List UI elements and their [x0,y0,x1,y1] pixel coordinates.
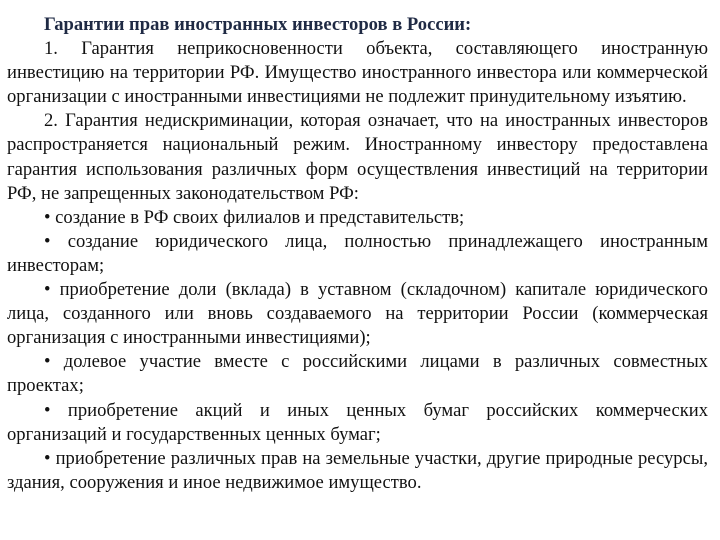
list-item [7,399,708,447]
list-item [7,350,708,398]
list-item-text: долевое участие вместе с российскими лицами в различных совместных проектах; [7,351,708,397]
bullet-icon: • [44,351,51,373]
list-item-text: создание юридического лица, полностью принадлежащего иностранным инвесторам; [7,230,708,276]
paragraph-guarantee-1 [7,37,708,109]
list-item [7,278,708,350]
paragraph-number: 2. [44,110,58,132]
list-item [7,447,708,495]
paragraph-text: Гарантия недискриминации, которая означает, что на иностранных инвесторов распространяется национальный режим. Иностранному инвестору предоставлена гарантия использования различных форм осуществления инвестиций на территории РФ, не запрещенных законодательством РФ: [7,110,708,204]
paragraph-number: 1. [44,38,58,60]
list-item-text: создание в РФ своих филиалов и представительств; [55,206,465,228]
paragraph-text: Гарантия неприкосновенности объекта, составляющего иностранную инвестицию на территории РФ. Имущество иностранного инвестора или коммерческой организации с иностранными инвестициями не подлежит принудительному изъятию. [7,38,708,108]
document-heading: Гарантии прав иностранных инвесторов в России: [44,14,472,35]
bullet-icon: • [44,230,51,252]
list-item-text: приобретение доли (вклада) в уставном (складочном) капитале юридического лица, созданного или вновь создаваемого на территории России (коммерческая организация с иностранными инвестициями); [7,279,708,349]
bullet-icon: • [44,399,51,421]
paragraph-guarantee-2 [7,109,708,205]
bullet-icon: • [44,279,51,301]
list-item [7,206,708,230]
bullet-icon: • [44,447,51,469]
document-page [7,13,708,495]
list-item-text: приобретение различных прав на земельные участки, другие природные ресурсы, здания, сооружения и иное недвижимое имущество. [7,447,708,493]
list-item [7,230,708,278]
list-item-text: приобретение акций и иных ценных бумаг российских коммерческих организаций и государственных ценных бумаг; [7,399,708,445]
bullet-icon: • [44,206,51,228]
